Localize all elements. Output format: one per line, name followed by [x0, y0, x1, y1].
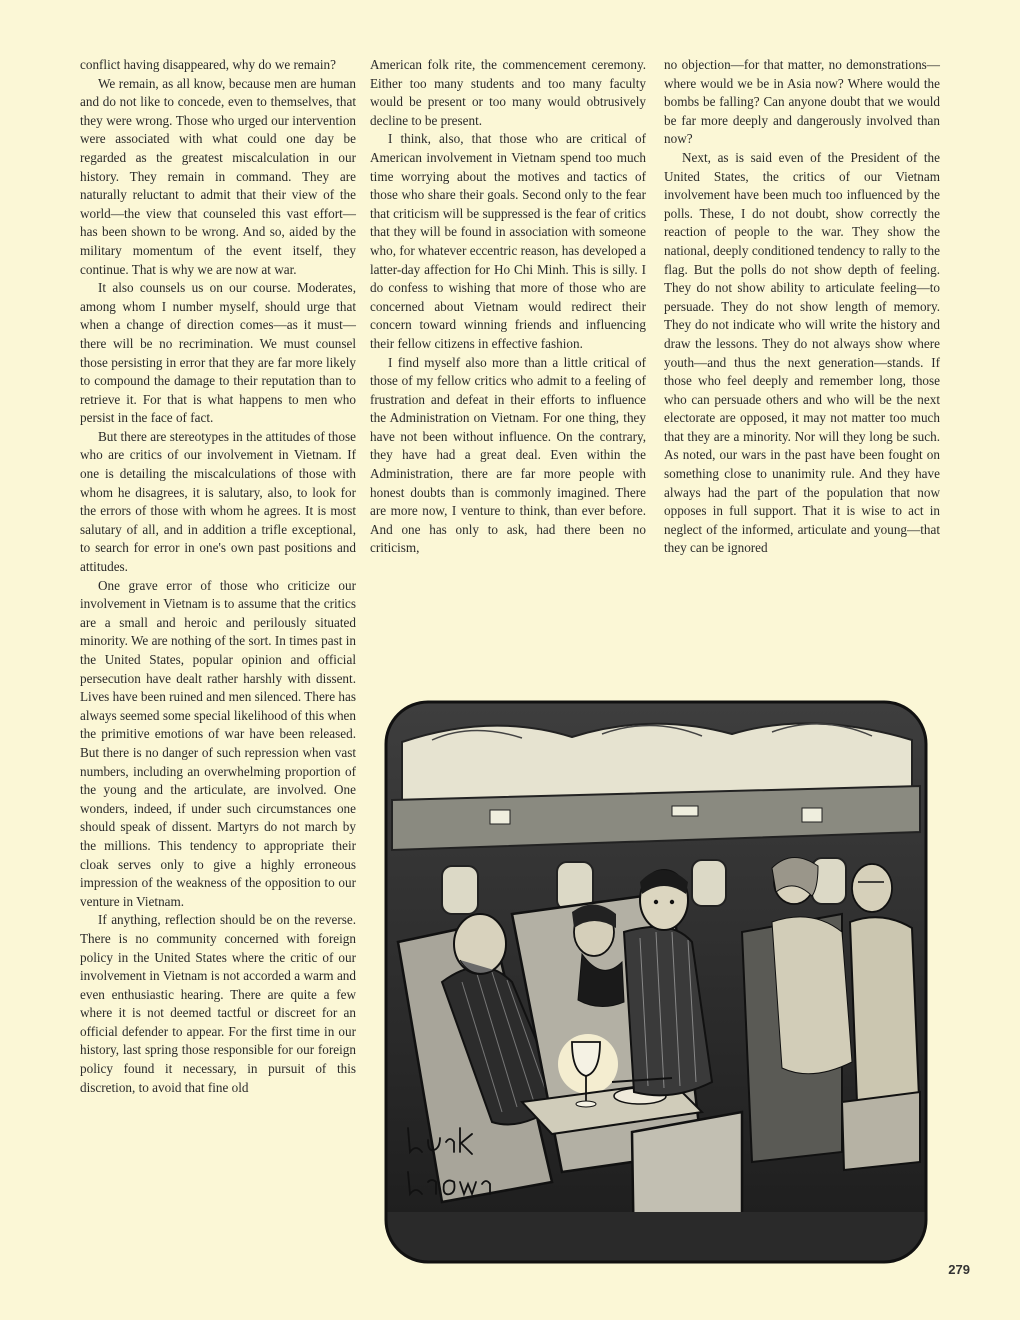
- paragraph: One grave error of those who criticize our involvement in Vietnam is to assume that the critics are a small and heroic and perilously situated minority. We are nothing of the sort. In times past in the United States, popular opinion and official persecution have dealt rather harshly with dissent. Lives have been ruined and men silenced. There has always seemed some special likelihood of this when the primitive emotions of war have been released. But there is no danger of such repression when vast numbers, including an overwhelming proportion of the young and the articulate, are involved. One wonders, indeed, if under such circumstances one should speak of dissent. Martyrs do not march by the millions. This tendency to appropriate their cloak serves only to give a highly erroneous impression of the weakness of the opposition to our venture in Vietnam.: [80, 577, 356, 909]
- text-column-3: [664, 56, 940, 558]
- paragraph: But there are stereotypes in the attitudes of those who are critics of our involvement in Vietnam. If one is detailing the miscalculations of those with whom he disagrees, it is salutary, also, to look for the errors of those with whom he agrees. It is most salutary of all, and in addition a trifle exceptional, to search for error in one's own past positions and attitudes.: [80, 428, 356, 575]
- paragraph: It also counsels us on our course. Moderates, among whom I number myself, should urge that when a change of direction comes—as it must—there will be no recrimination. We must counsel those persisting in error that they are far more likely to compound the damage to their reputation than to retrieve it. For that is what happens to men who persist in the face of fact.: [80, 280, 356, 426]
- text-column-1: [80, 56, 356, 1097]
- paragraph: no objection—for that matter, no demonstrations—where would we be in Asia now? Where would the bombs be falling? Can anyone doubt that we would be far more deeply and dangerously involved than now?: [664, 57, 940, 147]
- paragraph: I think, also, that those who are critical of American involvement in Vietnam spend too much time worrying about the motives and tactics of those who share their goals. Second only to the fear that criticism will be suppressed is the fear of critics that they will be found in association with someone who, for whatever eccentric reason, has developed a latter-day affection for Ho Chi Minh. This is silly. I do confess to wishing that more of those who are concerned about Vietnam would redirect their concern toward winning friends and influencing their fellow citizens in effective fashion.: [370, 131, 646, 351]
- cartoon-illustration: [372, 682, 940, 1272]
- paragraph: If anything, reflection should be on the reverse. There is no community concerned with foreign policy in the United States where the critic of our involvement in Vietnam is not accorded a warm and even enthusiastic hearing. There are quite a few where it is not deemed tactful or discreet for an official defender to appear. For the first time in our history, last spring those responsible for our foreign policy found it necessary, in pursuit of this discretion, to avoid that fine old: [80, 912, 356, 1095]
- paragraph: I find myself also more than a little critical of those of my fellow critics who admit to a feeling of frustration and defeat in their efforts to influence the Administration on Vietnam. For one thing, they have not been without influence. On the contrary, they have had a great deal. Even within the Administration, there are far more people with honest doubts than is commonly imagined. There are more now, I venture to think, than ever before. And one has only to ask, had there been no criticism,: [370, 354, 646, 556]
- text-column-2: [370, 56, 646, 558]
- paragraph: Next, as is said even of the President of the United States, the critics of our Vietnam involvement have been much too influenced by the polls. These, I do not doubt, show correctly the reaction of people to the war. They show the national, deeply conditioned tendency to rally to the flag. But the polls do not show depth of feeling. They do not show ability to articulate feeling—to persuade. They do not show length of memory. They do not indicate who will write the history and draw the lessons. They do not always show where youth—and thus the next generation—stands. If those who feel deeply and remember long, those who can persuade others and who will be the next electorate are opposed, it may not matter too much that they are a minority. Nor will they long be such. As noted, our wars in the past have been fought on something close to unanimity rule. And they have always had the part of the population that now opposes in full support. That it is wise to act in neglect of the informed, articulate and young—that they can be ignored: [664, 149, 940, 556]
- paragraph: conflict having disappeared, why do we remain?: [80, 57, 336, 72]
- paragraph: American folk rite, the commencement ceremony. Either too many students and too many faculty would be present or too many would obtrusively decline to be present.: [370, 57, 646, 128]
- page-number: 279: [948, 1262, 970, 1277]
- paragraph: We remain, as all know, because men are human and do not like to concede, even to themselves, that they were wrong. Those who urged our intervention were associated with what could one day be regarded as the greatest miscalculation in our history. They remain in command. They are naturally reluctant to admit that their view of the world—the view that counseled this vast effort—has been shown to be wrong. And so, aided by the military momentum of the event itself, they continue. That is why we are now at war.: [80, 75, 356, 277]
